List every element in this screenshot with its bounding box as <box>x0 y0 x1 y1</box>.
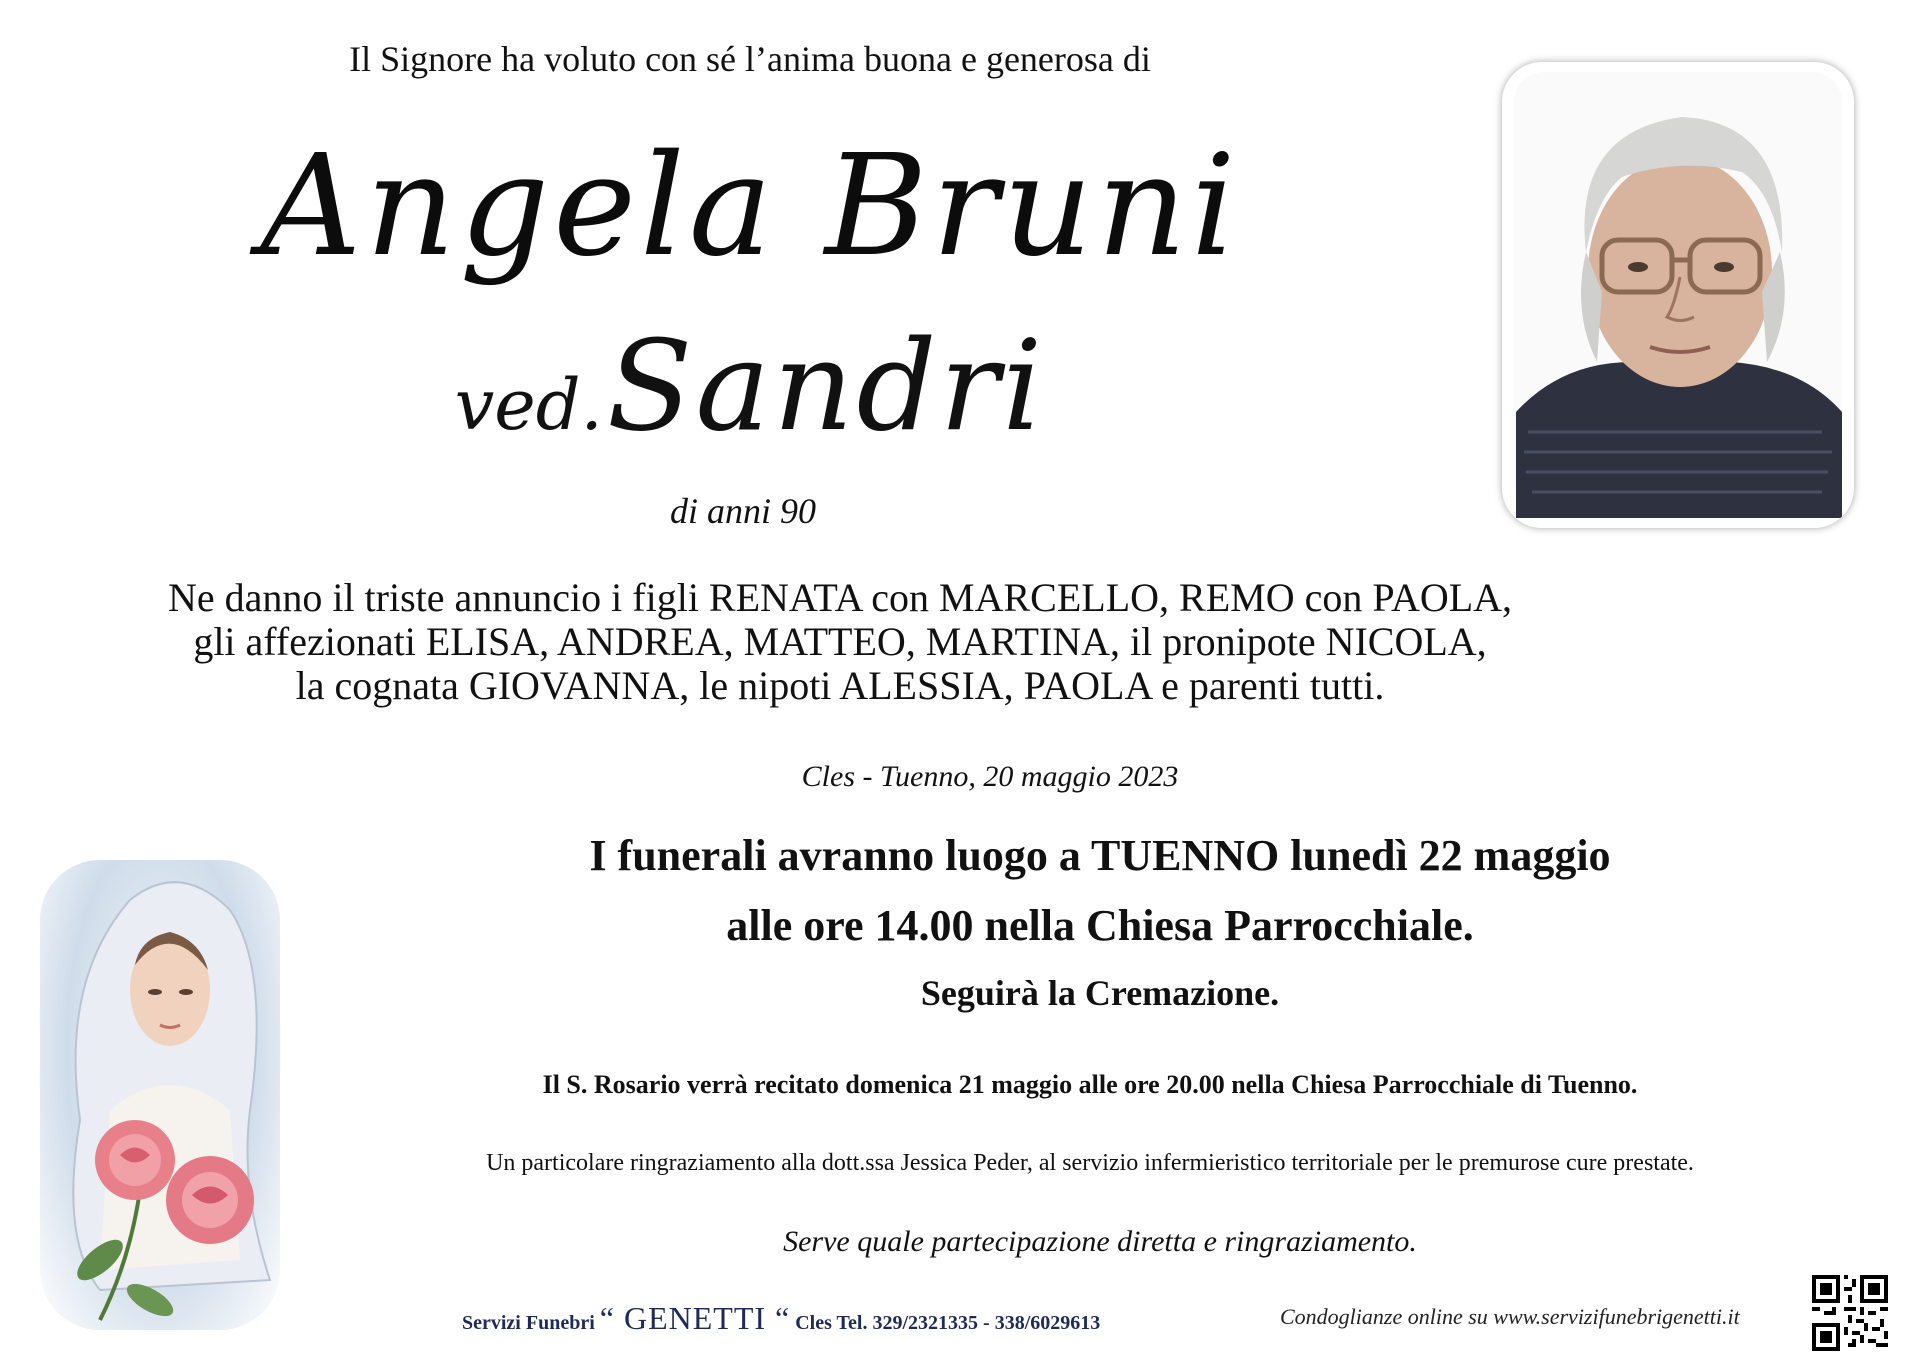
funeral-service-info <box>462 1300 1222 1337</box>
age-text: di anni 90 <box>670 491 817 531</box>
intro-text: Il Signore ha voluto con sé l’anima buona e generosa di <box>349 39 1151 79</box>
service-phone: Tel. 329/2321335 - 338/6029613 <box>836 1312 1101 1334</box>
service-city: Cles <box>795 1312 832 1334</box>
announcement-line: Ne danno il triste annuncio i figli RENATA con MARCELLO, REMO con PAOLA, <box>167 575 1513 620</box>
qr-code-graphic <box>1812 1275 1888 1351</box>
holy-image <box>40 860 280 1330</box>
thanks-text: Un particolare ringraziamento alla dott.ssa Jessica Peder, al servizio infermieristico territoriale per le premurose cure prestate. <box>486 1150 1694 1176</box>
portrait-photo <box>1502 62 1854 528</box>
announcement <box>140 576 1540 708</box>
rosary-notice: Il S. Rosario verrà recitato domenica 21 maggio alle ore 20.00 nella Chiesa Parrocchiale di Tuenno. <box>542 1070 1638 1099</box>
service-company: “ GENETTI “ <box>599 1300 791 1336</box>
cremation-note: Seguirà la Cremazione. <box>920 973 1280 1013</box>
place-date: Cles - Tuenno, 20 maggio 2023 <box>801 760 1179 793</box>
qr-code-icon[interactable] <box>1812 1275 1888 1351</box>
deceased-married-name <box>300 314 1200 459</box>
funeral-line-2: alle ore 14.00 nella Chiesa Parrocchiale. <box>726 901 1474 950</box>
announcement-line: la cognata GIOVANNA, le nipoti ALESSIA, PAOLA e parenti tutti. <box>295 663 1385 708</box>
portrait-illustration <box>1502 62 1854 528</box>
serve-note: Serve quale partecipazione diretta e ringraziamento. <box>783 1225 1417 1258</box>
funeral-line-1: I funerali avranno luogo a TUENNO lunedì 22 maggio <box>589 831 1611 880</box>
online-condolences: Condoglianze online su www.servizifunebrigenetti.it <box>1280 1304 1740 1329</box>
service-prefix: Servizi Funebri <box>462 1312 595 1334</box>
ved-label: ved. <box>454 364 603 446</box>
madonna-illustration <box>40 860 280 1330</box>
announcement-line: gli affezionati ELISA, ANDREA, MATTEO, MARTINA, il pronipote NICOLA, <box>193 619 1487 664</box>
deceased-name: Angela Bruni <box>260 125 1240 288</box>
surname: Sandri <box>606 314 1046 459</box>
